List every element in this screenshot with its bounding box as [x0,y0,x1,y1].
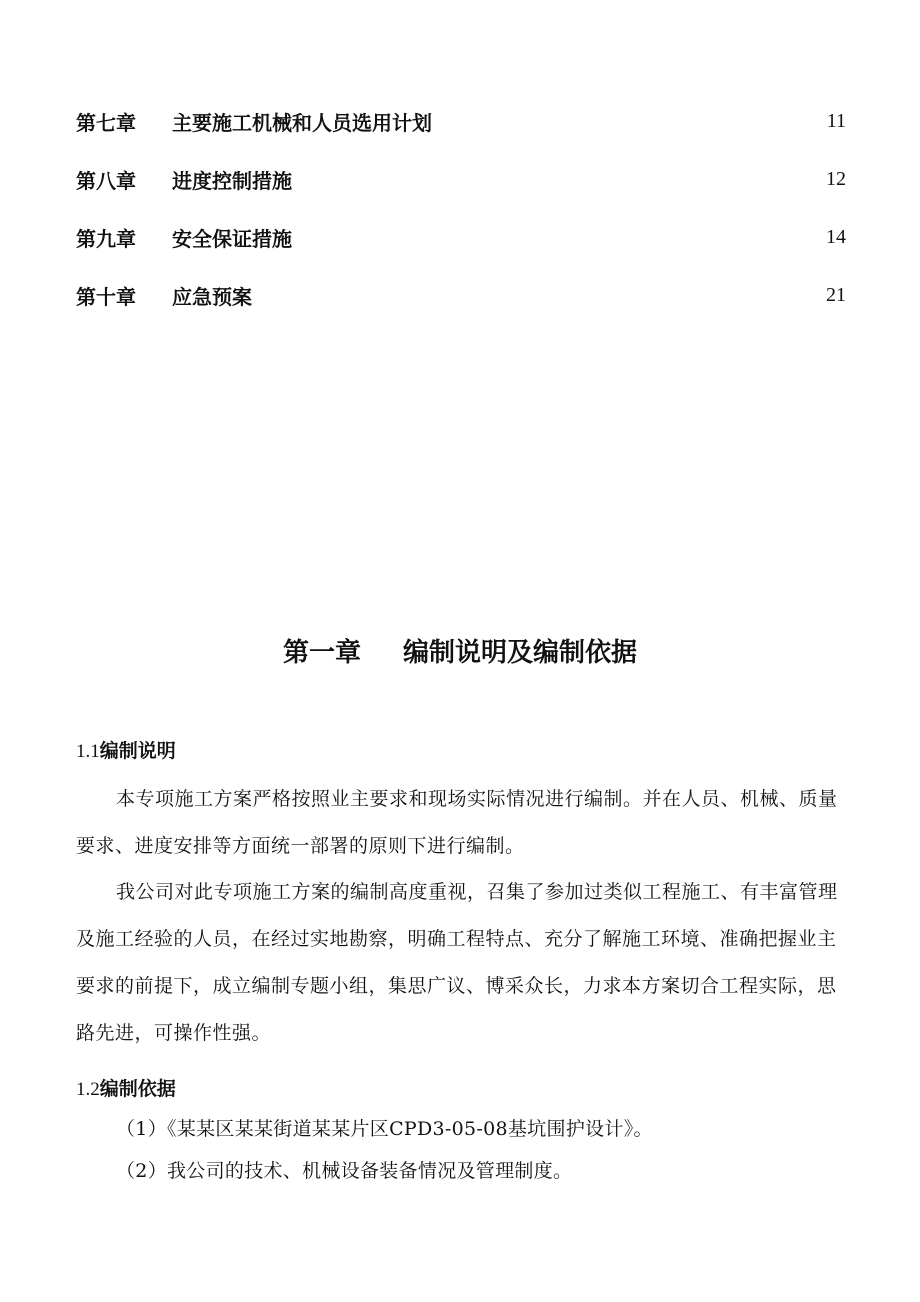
toc-entry[interactable] [76,92,846,150]
body-paragraph: 我公司对此专项施工方案的编制高度重视，召集了参加过类似工程施工、有丰富管理及施工经验的人员，在经过实地勘察，明确工程特点、充分了解施工环境、准确把握业主要求的前提下，成立编制专题小组，集思广议、博采众长，力求本方案切合工程实际，思路先进，可操作性强。 [76,881,838,1044]
section-heading [76,736,176,763]
section-number: 1.2 [76,1079,100,1100]
toc-page-number: 21 [826,283,846,306]
reference-item: （2）我公司的技术、机械设备装备情况及管理制度。 [116,1160,573,1182]
toc-page-number: 11 [826,109,846,132]
chapter-title: 编制说明及编制依据 [403,638,638,668]
toc-chapter-title: 进度控制措施 [172,168,292,193]
toc-entry[interactable] [76,150,846,208]
toc-page-number: 14 [826,225,846,248]
section-number: 1.1 [76,741,100,762]
chapter-heading [0,632,920,669]
chapter-number: 第一章 [282,638,361,668]
toc-chapter-title: 应急预案 [172,284,252,309]
toc-chapter-title: 安全保证措施 [172,226,292,251]
section-title: 编制依据 [99,1078,176,1100]
toc-entry[interactable] [76,208,846,266]
reference-item: （1）《某某区某某街道某某片区CPD3-05-08基坑围护设计》。 [116,1118,653,1140]
body-paragraph: 本专项施工方案严格按照业主要求和现场实际情况进行编制。并在人员、机械、质量要求、进度安排等方面统一部署的原则下进行编制。 [76,788,838,857]
table-of-contents [76,92,846,324]
toc-page-number: 12 [826,167,846,190]
section-title: 编制说明 [99,740,176,762]
section-heading [76,1074,176,1101]
toc-chapter-title: 主要施工机械和人员选用计划 [172,110,432,135]
toc-chapter-number: 第八章 [76,168,136,193]
toc-chapter-number: 第十章 [76,284,136,309]
toc-chapter-number: 第七章 [76,110,136,135]
toc-chapter-number: 第九章 [76,226,136,251]
toc-entry[interactable] [76,266,846,324]
